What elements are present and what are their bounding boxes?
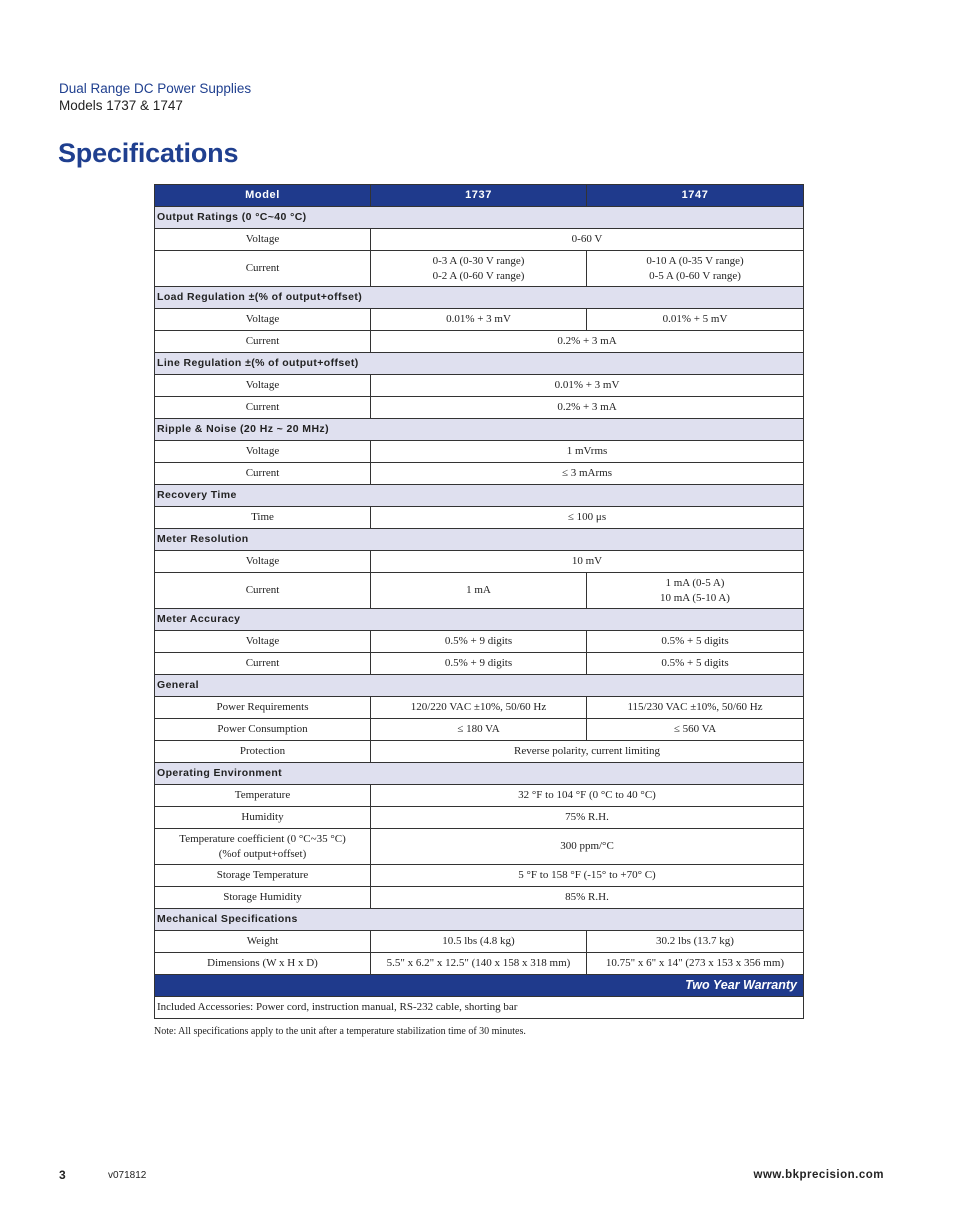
row-label: Current	[155, 331, 371, 353]
table-row	[155, 807, 804, 829]
table-row	[155, 229, 804, 251]
value-1737: 120/220 VAC ±10%, 50/60 Hz	[371, 697, 587, 719]
table-row	[155, 375, 804, 397]
section-row	[155, 287, 804, 309]
row-label: Current	[155, 397, 371, 419]
row-value: 1 mVrms	[371, 441, 804, 463]
table-row	[155, 931, 804, 953]
website-url: www.bkprecision.com	[753, 1169, 884, 1181]
footnote: Note: All specifications apply to the unit after a temperature stabilization time of 30 minutes.	[154, 1026, 526, 1037]
section-row	[155, 485, 804, 507]
value-1737: 0.5% + 9 digits	[371, 631, 587, 653]
row-value: 0.2% + 3 mA	[371, 397, 804, 419]
value-1737: 0-3 A (0-30 V range) 0-2 A (0-60 V range)	[371, 251, 587, 287]
row-value: 75% R.H.	[371, 807, 804, 829]
section-title: Load Regulation ±(% of output+offset)	[155, 287, 804, 309]
row-label: Storage Humidity	[155, 887, 371, 909]
table-row	[155, 441, 804, 463]
row-value: 32 °F to 104 °F (0 °C to 40 °C)	[371, 785, 804, 807]
row-label: Current	[155, 251, 371, 287]
table-row	[155, 697, 804, 719]
value-1747: 0.01% + 5 mV	[587, 309, 804, 331]
warranty-row	[155, 975, 804, 997]
row-label: Power Consumption	[155, 719, 371, 741]
value-1747: 1 mA (0-5 A) 10 mA (5-10 A)	[587, 573, 804, 609]
row-value: 0-60 V	[371, 229, 804, 251]
section-row	[155, 419, 804, 441]
section-title: Line Regulation ±(% of output+offset)	[155, 353, 804, 375]
row-label: Storage Temperature	[155, 865, 371, 887]
value-1747: 30.2 lbs (13.7 kg)	[587, 931, 804, 953]
row-value: 0.2% + 3 mA	[371, 331, 804, 353]
table-row	[155, 551, 804, 573]
row-value: 5 °F to 158 °F (-15° to +70° C)	[371, 865, 804, 887]
row-label: Voltage	[155, 631, 371, 653]
value-1747: ≤ 560 VA	[587, 719, 804, 741]
row-value: Reverse polarity, current limiting	[371, 741, 804, 763]
table-row	[155, 653, 804, 675]
section-title: Operating Environment	[155, 763, 804, 785]
row-label: Power Requirements	[155, 697, 371, 719]
row-value: ≤ 3 mArms	[371, 463, 804, 485]
document-subtitle: Dual Range DC Power Supplies	[59, 81, 252, 96]
row-label: Dimensions (W x H x D)	[155, 953, 371, 975]
section-row	[155, 909, 804, 931]
row-value: 85% R.H.	[371, 887, 804, 909]
value-1747: 0-10 A (0-35 V range) 0-5 A (0-60 V range)	[587, 251, 804, 287]
value-1747: 0.5% + 5 digits	[587, 653, 804, 675]
row-value: 300 ppm/°C	[371, 829, 804, 865]
row-label: Temperature	[155, 785, 371, 807]
specifications-table	[154, 184, 804, 1019]
row-label: Weight	[155, 931, 371, 953]
table-row	[155, 331, 804, 353]
value-1747: 10.75" x 6" x 14" (273 x 153 x 356 mm)	[587, 953, 804, 975]
section-title: Recovery Time	[155, 485, 804, 507]
row-value: 0.01% + 3 mV	[371, 375, 804, 397]
models-line: Models 1737 & 1747	[59, 98, 183, 113]
table-row	[155, 741, 804, 763]
table-row	[155, 631, 804, 653]
value-1737: 0.01% + 3 mV	[371, 309, 587, 331]
column-header: Model	[155, 185, 371, 207]
version-code: v071812	[108, 1170, 147, 1181]
section-row	[155, 763, 804, 785]
row-value: ≤ 100 μs	[371, 507, 804, 529]
accessories-row	[155, 997, 804, 1019]
column-header: 1747	[587, 185, 804, 207]
row-label: Voltage	[155, 551, 371, 573]
column-header: 1737	[371, 185, 587, 207]
row-label: Humidity	[155, 807, 371, 829]
page-number: 3	[59, 1168, 66, 1182]
row-label: Current	[155, 573, 371, 609]
table-row	[155, 251, 804, 287]
table-row	[155, 309, 804, 331]
value-1737: 10.5 lbs (4.8 kg)	[371, 931, 587, 953]
row-label: Time	[155, 507, 371, 529]
row-label: Protection	[155, 741, 371, 763]
table-row	[155, 397, 804, 419]
section-title: General	[155, 675, 804, 697]
row-label: Voltage	[155, 309, 371, 331]
table-row	[155, 953, 804, 975]
table-row	[155, 719, 804, 741]
section-title: Output Ratings (0 °C~40 °C)	[155, 207, 804, 229]
value-1747: 115/230 VAC ±10%, 50/60 Hz	[587, 697, 804, 719]
table-row	[155, 507, 804, 529]
table-row	[155, 887, 804, 909]
value-1737: 0.5% + 9 digits	[371, 653, 587, 675]
row-label: Voltage	[155, 229, 371, 251]
section-row	[155, 675, 804, 697]
section-title: Mechanical Specifications	[155, 909, 804, 931]
table-row	[155, 573, 804, 609]
section-row	[155, 529, 804, 551]
section-title: Ripple & Noise (20 Hz ~ 20 MHz)	[155, 419, 804, 441]
table-row	[155, 785, 804, 807]
row-label: Voltage	[155, 441, 371, 463]
table-row	[155, 865, 804, 887]
section-row	[155, 353, 804, 375]
row-value: 10 mV	[371, 551, 804, 573]
table-row	[155, 463, 804, 485]
row-label: Temperature coefficient (0 °C~35 °C) (%of output+offset)	[155, 829, 371, 865]
table-header-row	[155, 185, 804, 207]
accessories-text: Included Accessories: Power cord, instruction manual, RS-232 cable, shorting bar	[155, 997, 804, 1019]
table-row	[155, 829, 804, 865]
value-1747: 0.5% + 5 digits	[587, 631, 804, 653]
section-row	[155, 207, 804, 229]
warranty-label: Two Year Warranty	[155, 975, 804, 997]
value-1737: ≤ 180 VA	[371, 719, 587, 741]
row-label: Voltage	[155, 375, 371, 397]
page-title: Specifications	[58, 138, 239, 168]
row-label: Current	[155, 653, 371, 675]
value-1737: 1 mA	[371, 573, 587, 609]
section-row	[155, 609, 804, 631]
section-title: Meter Accuracy	[155, 609, 804, 631]
section-title: Meter Resolution	[155, 529, 804, 551]
value-1737: 5.5" x 6.2" x 12.5" (140 x 158 x 318 mm)	[371, 953, 587, 975]
row-label: Current	[155, 463, 371, 485]
